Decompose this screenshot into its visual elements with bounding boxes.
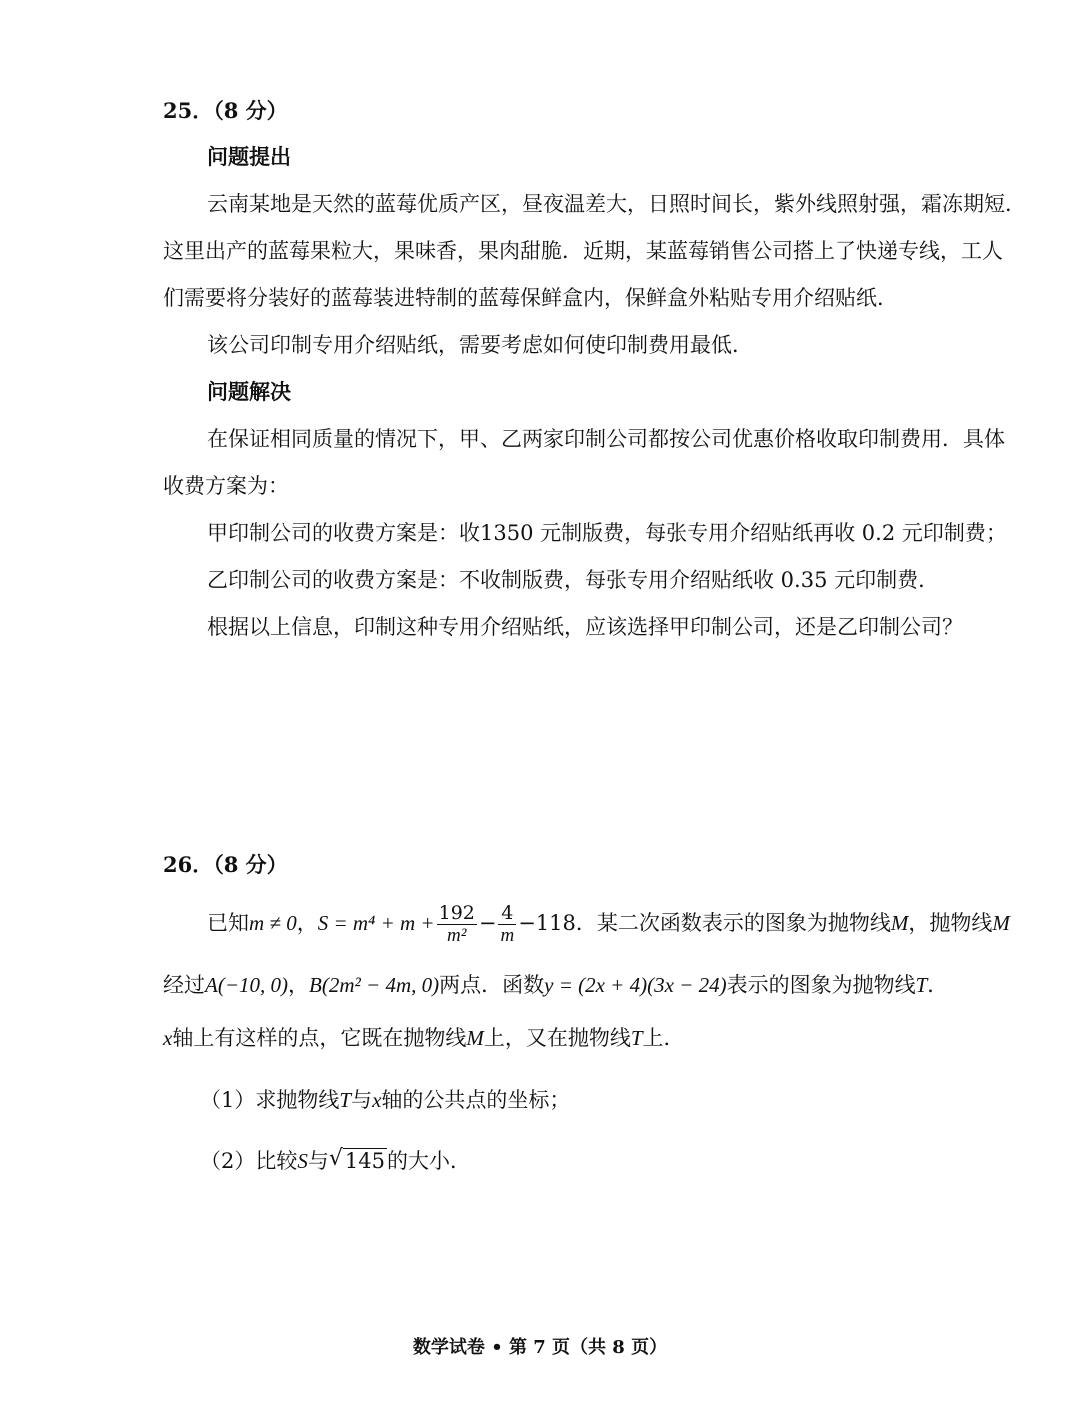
q26-text: （2）比较: [200, 1149, 298, 1173]
q26-text: 两点．函数: [439, 973, 545, 997]
q26-text: 上．: [642, 1026, 685, 1050]
q25-plan-b: 乙印制公司的收费方案是：不收制版费，每张专用介绍贴纸收 0.35 元印制费．: [207, 568, 940, 592]
q26-condition: m ≠ 0: [249, 911, 297, 935]
q26-fraction-2: [498, 902, 516, 947]
q26-s-expression: S = m⁴ + m +: [317, 911, 435, 935]
q25-paragraph-line: 这里出产的蓝莓果粒大，果味香，果肉甜脆．近期，某蓝莓销售公司搭上了快递专线，工人: [163, 239, 1003, 263]
q25-question: 根据以上信息，印制这种专用介绍贴纸，应该选择甲印制公司，还是乙印制公司？: [207, 615, 963, 639]
q26-text: ，抛物线: [908, 911, 993, 935]
q26-var-m: M: [992, 911, 1010, 935]
q26-text: 已知: [207, 911, 249, 935]
frac-denominator: m: [500, 925, 515, 946]
q26-fraction-1: [437, 902, 477, 947]
q26-function: y = (2x + 4)(3x − 24): [544, 973, 727, 997]
q26-point-a: A(−10, 0): [205, 973, 288, 997]
q26-text: ，: [296, 911, 318, 935]
q26-var-t: T: [630, 1026, 643, 1050]
q26-text: （1）求抛物线: [200, 1088, 340, 1112]
q25-heading: 25．（8 分）: [163, 98, 288, 123]
q26-text: 经过: [163, 973, 205, 997]
sqrt-symbol: [329, 1146, 387, 1176]
q25-plan-a: 甲印制公司的收费方案是：收1350 元制版费，每张专用介绍贴纸再收 0.2 元印制费；: [207, 521, 1007, 545]
q25-paragraph-line: 云南某地是天然的蓝莓优质产区，昼夜温差大，日照时间长，紫外线照射强，霜冻期短．: [207, 192, 1026, 216]
q25-paragraph-line: 该公司印制专用介绍贴纸，需要考虑如何使印制费用最低．: [207, 333, 753, 357]
q26-var-m: M: [890, 911, 909, 935]
q26-var-t: T: [339, 1088, 352, 1112]
q26-heading: 26．（8 分）: [163, 852, 288, 877]
q26-text: 上，又在抛物线: [483, 1026, 631, 1050]
q26-var-s: S: [297, 1149, 308, 1173]
q26-text: 轴的公共点的坐标；: [381, 1088, 571, 1112]
q26-var-x: x: [372, 1088, 382, 1112]
q25-paragraph-line: 在保证相同质量的情况下，甲、乙两家印制公司都按公司优惠价格收取印制费用．具体: [207, 427, 1005, 451]
frac-denominator: m²: [447, 925, 467, 946]
frac-numerator: 192: [438, 902, 475, 924]
q26-text: 轴上有这样的点，它既在抛物线: [172, 1026, 467, 1050]
q26-text: ，: [288, 973, 309, 997]
q26-line-2: [163, 970, 948, 1000]
q26-subquestion-2: [200, 1146, 471, 1176]
q26-text: 与: [351, 1088, 373, 1112]
q26-minus: −: [478, 911, 497, 935]
q25-subtitle-solution: 问题解决: [207, 379, 291, 404]
q26-point-b: B(2m² − 4m, 0): [309, 973, 440, 997]
q25-paragraph-line: 们需要将分装好的蓝莓装进特制的蓝莓保鲜盒内，保鲜盒外粘贴专用介绍贴纸．: [163, 286, 898, 310]
q26-text: 的大小．: [386, 1149, 471, 1173]
q26-line-3: [163, 1023, 685, 1053]
frac-numerator: 4: [498, 902, 516, 925]
q26-text: 表示的图象为抛物线: [726, 973, 916, 997]
q26-var-t: T: [915, 973, 928, 997]
q26-text: −118．某二次函数表示的图象为抛物线: [518, 911, 891, 935]
q26-subquestion-1: [200, 1085, 570, 1115]
q26-var-m: M: [466, 1026, 484, 1050]
q26-line-1: [207, 902, 1010, 947]
q26-var-x: x: [163, 1026, 173, 1050]
page-footer: 数学试卷 • 第 7 页（共 8 页）: [412, 1337, 668, 1358]
q26-text: ．: [927, 973, 949, 997]
q25-paragraph-line: 收费方案为：: [163, 474, 289, 498]
sqrt-radicand: 145: [344, 1149, 385, 1173]
q26-text: 与: [307, 1149, 329, 1173]
q25-subtitle-problem: 问题提出: [207, 144, 291, 169]
